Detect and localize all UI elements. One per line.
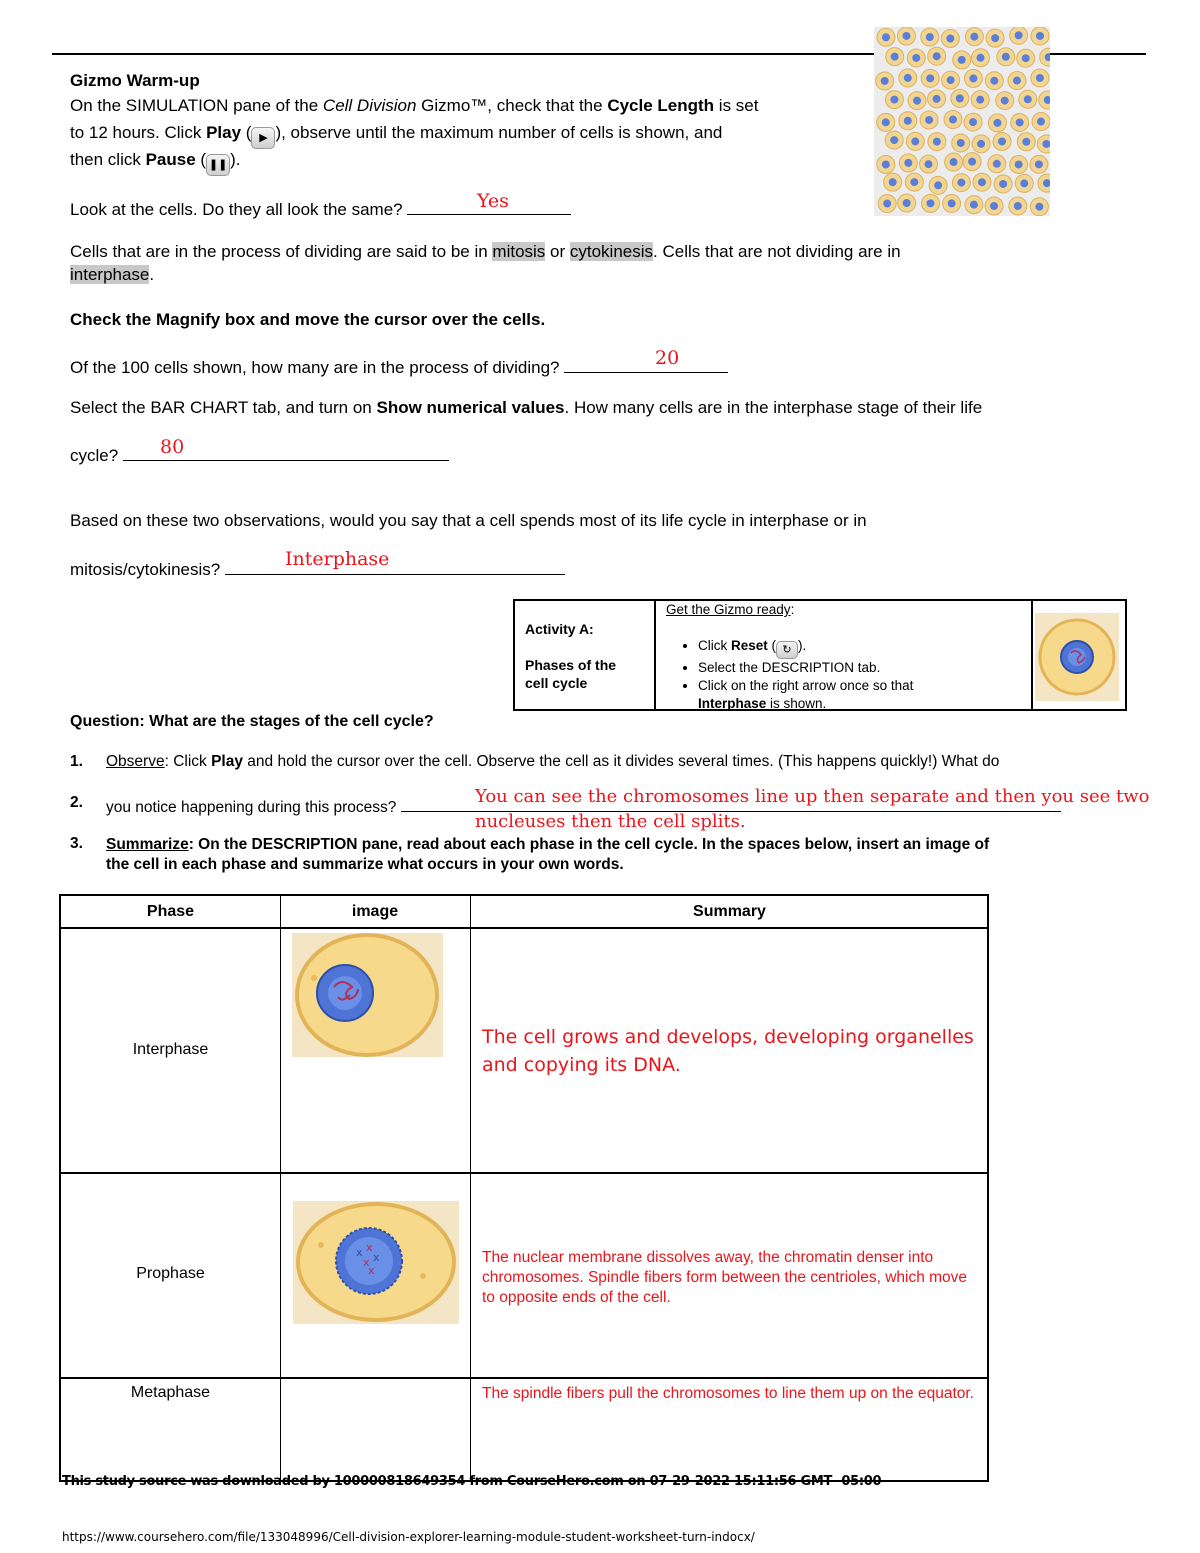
svg-text:x: x [366, 1241, 373, 1254]
svg-text:x: x [356, 1246, 363, 1259]
nucleus-shape [948, 199, 956, 207]
nucleus-shape [1014, 202, 1022, 210]
nucleus-shape [957, 139, 965, 147]
warmup-line-2: to 12 hours. Click Play ( ▶ ), observe until the maximum number of cells is shown, and [70, 123, 722, 149]
nucleus-shape [978, 178, 986, 186]
nucleus-shape [969, 118, 977, 126]
nucleus-shape [993, 160, 1001, 168]
nucleus-shape [970, 33, 978, 41]
nucleus-shape [882, 33, 890, 41]
summary-metaphase: The spindle fibers pull the chromosomes to line them up on the equator. [482, 1385, 974, 1402]
nucleus-shape [1015, 160, 1023, 168]
table-col-divider [470, 896, 471, 1480]
ready-step-arrow: • Click on the right arrow once so that Interphase is shown. [698, 677, 1068, 713]
nucleus-shape [1002, 53, 1010, 61]
nucleus-shape [947, 76, 955, 84]
nucleus-shape [1022, 138, 1030, 146]
activity-instructions [656, 601, 1033, 709]
nucleus-shape [903, 199, 911, 207]
question-cycle: cycle? [70, 443, 449, 466]
nucleus-shape [1036, 74, 1044, 82]
nucleus-shape [904, 117, 912, 125]
source-url[interactable]: https://www.coursehero.com/file/133048996/Cell-division-explorer-learning-module-student-worksheet-turn-indocx/ [62, 1530, 755, 1544]
ready-step-reset: • Click Reset ( ↻ ). [698, 637, 1068, 659]
ready-heading: Get the Gizmo ready: [666, 602, 795, 617]
header-phase: Phase [146, 903, 195, 920]
nucleus-shape [956, 94, 964, 102]
nucleus-shape [926, 33, 934, 41]
download-watermark: This study source was downloaded by 100000818649354 from CourseHero.com on 07-29-2022 15:11:56 GMT -05:00 [62, 1474, 882, 1489]
nucleus-shape [1016, 118, 1024, 126]
nucleus-shape [912, 54, 920, 62]
nucleus-shape [990, 77, 998, 85]
mitosis-line-2: interphase. [70, 265, 155, 284]
activity-image-cell [1033, 601, 1125, 709]
nucleus-shape [904, 159, 912, 167]
interphase-image [292, 933, 443, 1057]
nucleus-shape [950, 158, 958, 166]
activity-label-cell [515, 601, 656, 709]
ready-step-description: • Select the DESCRIPTION tab. [698, 659, 1068, 677]
nucleus-shape [1020, 179, 1028, 187]
nucleus-shape [882, 160, 890, 168]
svg-text:x: x [368, 1264, 375, 1277]
question-heading: Question: What are the stages of the cell cycle? [70, 713, 434, 730]
nucleus-shape [998, 137, 1006, 145]
activity-box [513, 599, 1127, 711]
warmup-title: Gizmo Warm-up [70, 71, 200, 90]
nucleus-shape [1036, 32, 1044, 40]
nucleus-shape [925, 160, 933, 168]
nucleus-shape [933, 52, 941, 60]
based-line-1: Based on these two observations, would you say that a cell spends most of its life cycle in interphase or in [70, 511, 867, 530]
nucleus-shape [891, 53, 899, 61]
mitosis-line-1: Cells that are in the process of dividing are said to be in mitosis or cytokinesis. Cells that are not dividing are in [70, 242, 901, 261]
nucleus-shape [1024, 95, 1032, 103]
nucleus-shape [902, 32, 910, 40]
nucleus-shape [913, 97, 921, 105]
nucleus-shape [990, 202, 998, 210]
nucleus-shape [1035, 203, 1043, 211]
nucleus-shape [949, 116, 957, 124]
ready-list [656, 637, 1068, 713]
nucleus-shape [881, 77, 889, 85]
nucleus-shape [1035, 160, 1043, 168]
magnify-instruction: Check the Magnify box and move the cursor over the cells. [70, 310, 546, 329]
bar-chart-instruction: Select the BAR CHART tab, and turn on Show numerical values. How many cells are in the interphase stage of their life [70, 398, 983, 417]
nucleus-shape [970, 201, 978, 209]
activity-subtitle: Phases of the cell cycle [525, 657, 617, 691]
summarize-line: 3. Summarize: On the DESCRIPTION pane, read about each phase in the cell cycle. In the spaces below, insert an image of the cell in each phase and summarize what occurs in your own words. [70, 835, 990, 873]
nucleus-shape [969, 74, 977, 82]
svg-text:x: x [363, 1256, 370, 1269]
nucleus-shape [1042, 140, 1050, 148]
activity-label: Activity A: [525, 621, 594, 637]
summary-interphase: The cell grows and develops, developing organelles and copying its DNA. [482, 1026, 974, 1076]
nucleus-shape [926, 74, 934, 82]
phase-prophase: Prophase [136, 1265, 205, 1282]
nucleus-shape [1037, 118, 1045, 126]
nucleus-shape [933, 138, 941, 146]
nucleus-shape [968, 158, 976, 166]
table-col-divider [280, 896, 281, 1480]
answer-based: Interphase [285, 548, 390, 570]
question-same: Look at the cells. Do they all look the same? [70, 197, 571, 220]
based-line-2: mitosis/cytokinesis? [70, 557, 565, 580]
nucleus-shape [883, 200, 891, 208]
table-row-divider [61, 927, 987, 929]
table-row-divider [61, 1172, 987, 1174]
notice-line: 2. you notice happening during this process? [70, 794, 83, 812]
nucleus-shape [889, 178, 897, 186]
phases-table [59, 894, 989, 1482]
answer-blank[interactable] [564, 355, 728, 373]
nucleus-shape [1013, 77, 1021, 85]
question-dividing: Of the 100 cells shown, how many are in the process of dividing? [70, 355, 728, 378]
answer-blank[interactable] [225, 557, 565, 575]
nucleus-shape [1015, 31, 1023, 39]
nucleus-shape [890, 136, 898, 144]
nucleus-shape [977, 140, 985, 148]
warmup-line-1: On the SIMULATION pane of the Cell Division Gizmo™, check that the Cycle Length is set [70, 96, 759, 115]
nucleus-shape [910, 178, 918, 186]
nucleus-shape [946, 35, 954, 43]
nucleus-shape [904, 74, 912, 82]
table-row-divider [61, 1377, 987, 1379]
nucleus-shape [925, 116, 933, 124]
nucleus-shape [1001, 97, 1009, 105]
nucleus-shape [958, 56, 966, 64]
nucleus-shape [890, 96, 898, 104]
reset-icon: ↻ [776, 641, 798, 659]
play-icon: ▶ [251, 127, 275, 149]
nucleus-shape [1022, 54, 1030, 62]
nucleus-shape [999, 180, 1007, 188]
header-summary: Summary [693, 903, 766, 920]
nucleus-shape [911, 137, 919, 145]
nucleus-shape [957, 179, 965, 187]
nucleus-shape [934, 181, 942, 189]
nucleus-shape [993, 119, 1001, 127]
warmup-line-3: then click Pause ( ❚❚ ). [70, 150, 240, 176]
nucleus-shape [991, 34, 999, 42]
nucleus-shape [882, 118, 890, 126]
summary-prophase: The nuclear membrane dissolves away, the chromatin denser into chromosomes. Spindle fibers form between the centrioles, which move to opposite ends of the cell. [482, 1249, 968, 1306]
answer-notice: You can see the chromosomes line up then separate and then you see two nucleuses then the cell splits. [475, 786, 1150, 832]
answer-same: Yes [477, 190, 509, 212]
svg-text:x: x [373, 1251, 380, 1264]
phase-interphase: Interphase [132, 1041, 209, 1058]
cells-thumbnail [874, 27, 1050, 216]
interphase-thumbnail [1035, 613, 1119, 701]
nucleus-shape [926, 199, 934, 207]
phase-metaphase: Metaphase [130, 1384, 211, 1401]
observe-line: 1. Observe: Click Play and hold the cursor over the cell. Observe the cell as it divides several times. (This happens quickly!) What do [70, 753, 1000, 770]
nucleus-shape [976, 54, 984, 62]
nucleus-shape [976, 96, 984, 104]
header-image: image [351, 903, 399, 920]
nucleus-shape [933, 95, 941, 103]
answer-dividing: 20 [655, 347, 680, 369]
answer-cycle: 80 [160, 436, 185, 458]
prophase-image [293, 1201, 459, 1324]
pause-icon: ❚❚ [206, 154, 230, 176]
